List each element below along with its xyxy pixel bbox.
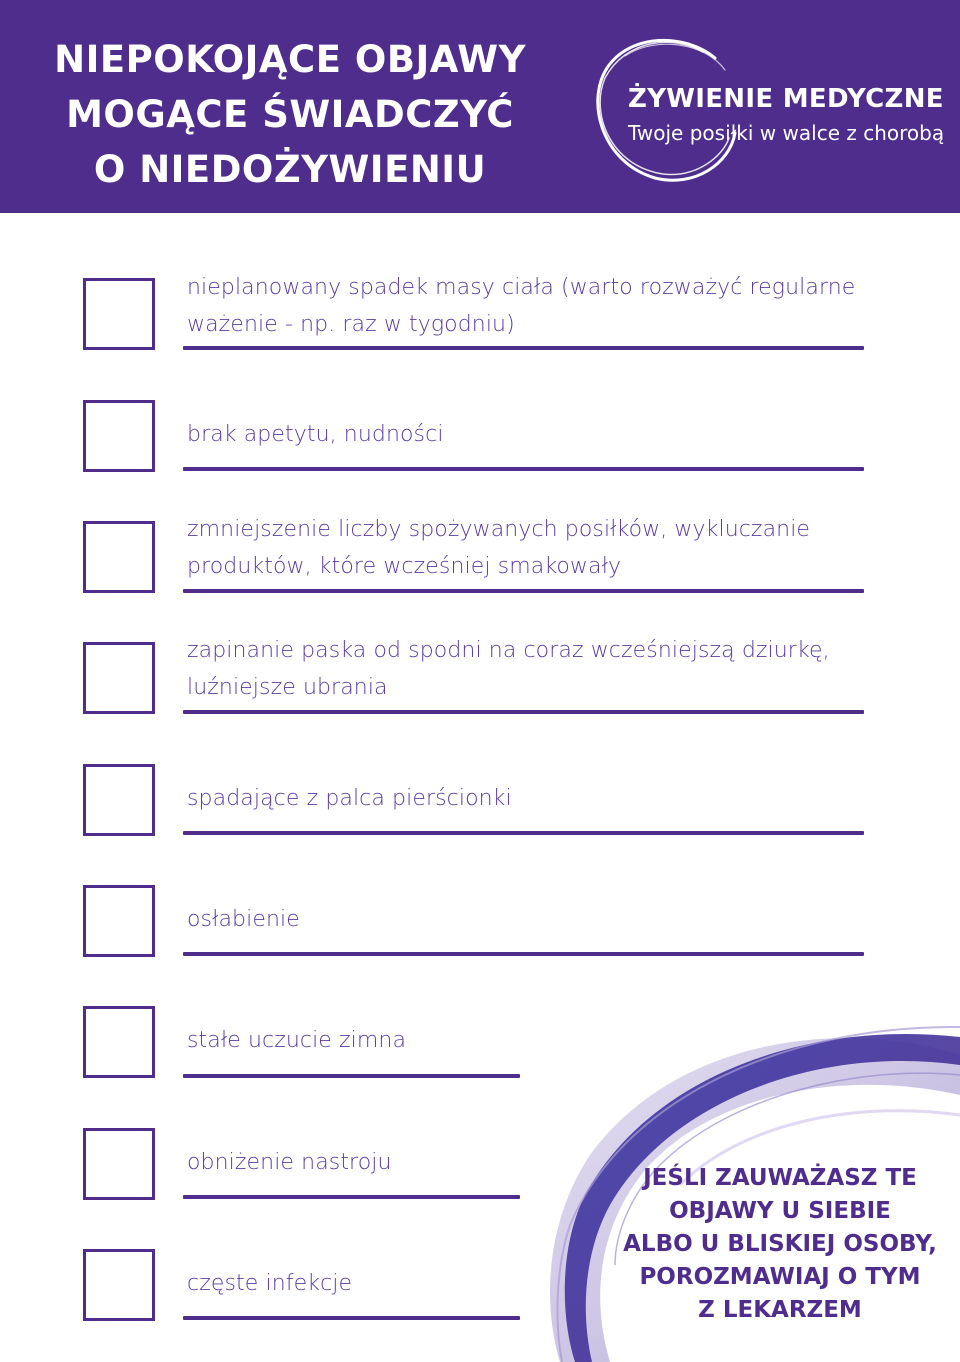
header-banner — [0, 0, 960, 213]
checklist-item-text: obniżenie nastroju — [187, 1150, 392, 1175]
checkbox[interactable] — [83, 885, 155, 957]
checklist-item-text: zmniejszenie liczby spożywanych posiłków, wykluczanie produktów, które wcześniej smakowały — [187, 517, 811, 579]
brand-tagline: Twoje posiłki w walce z chorobą — [628, 121, 945, 145]
answer-line — [183, 1074, 520, 1078]
checkbox[interactable] — [83, 1128, 155, 1200]
checklist-item-text: nieplanowany spadek masy ciała (warto rozważyć regularne ważenie - np. raz w tygodniu) — [187, 275, 856, 337]
checklist-item-text: zapinanie paska od spodni na coraz wcześniejszą dziurkę, luźniejsze ubrania — [187, 638, 830, 700]
page-title — [40, 32, 540, 197]
brand-name: ŻYWIENIE MEDYCZNE — [628, 84, 944, 114]
answer-line — [183, 589, 864, 593]
checklist-item-text: osłabienie — [187, 907, 300, 932]
checkbox[interactable] — [83, 521, 155, 593]
answer-line — [183, 952, 864, 956]
checkbox[interactable] — [83, 1249, 155, 1321]
answer-line — [183, 1195, 520, 1199]
callout-text: JEŚLI ZAUWAŻASZ TE OBJAWY U SIEBIE ALBO U BLISKIEJ OSOBY, POROZMAWIAJ O TYM Z LEKARZEM — [623, 1165, 937, 1323]
checkbox[interactable] — [83, 764, 155, 836]
answer-line — [183, 710, 864, 714]
answer-line — [183, 831, 864, 835]
checkbox[interactable] — [83, 642, 155, 714]
checkbox[interactable] — [83, 400, 155, 472]
title-line: MOGĄCE ŚWIADCZYĆ — [66, 93, 514, 136]
title-line: O NIEDOŻYWIENIU — [93, 148, 487, 191]
checklist-item-text: częste infekcje — [187, 1271, 353, 1296]
answer-line — [183, 1316, 520, 1320]
checklist-item-text: stałe uczucie zimna — [187, 1028, 407, 1053]
checkbox[interactable] — [83, 1006, 155, 1078]
answer-line — [183, 346, 864, 350]
checklist-item-text: spadające z palca pierścionki — [187, 786, 512, 811]
answer-line — [183, 467, 864, 471]
title-line: NIEPOKOJĄCE OBJAWY — [54, 38, 526, 81]
checklist-item-text: brak apetytu, nudności — [187, 422, 444, 447]
checkbox[interactable] — [83, 278, 155, 350]
